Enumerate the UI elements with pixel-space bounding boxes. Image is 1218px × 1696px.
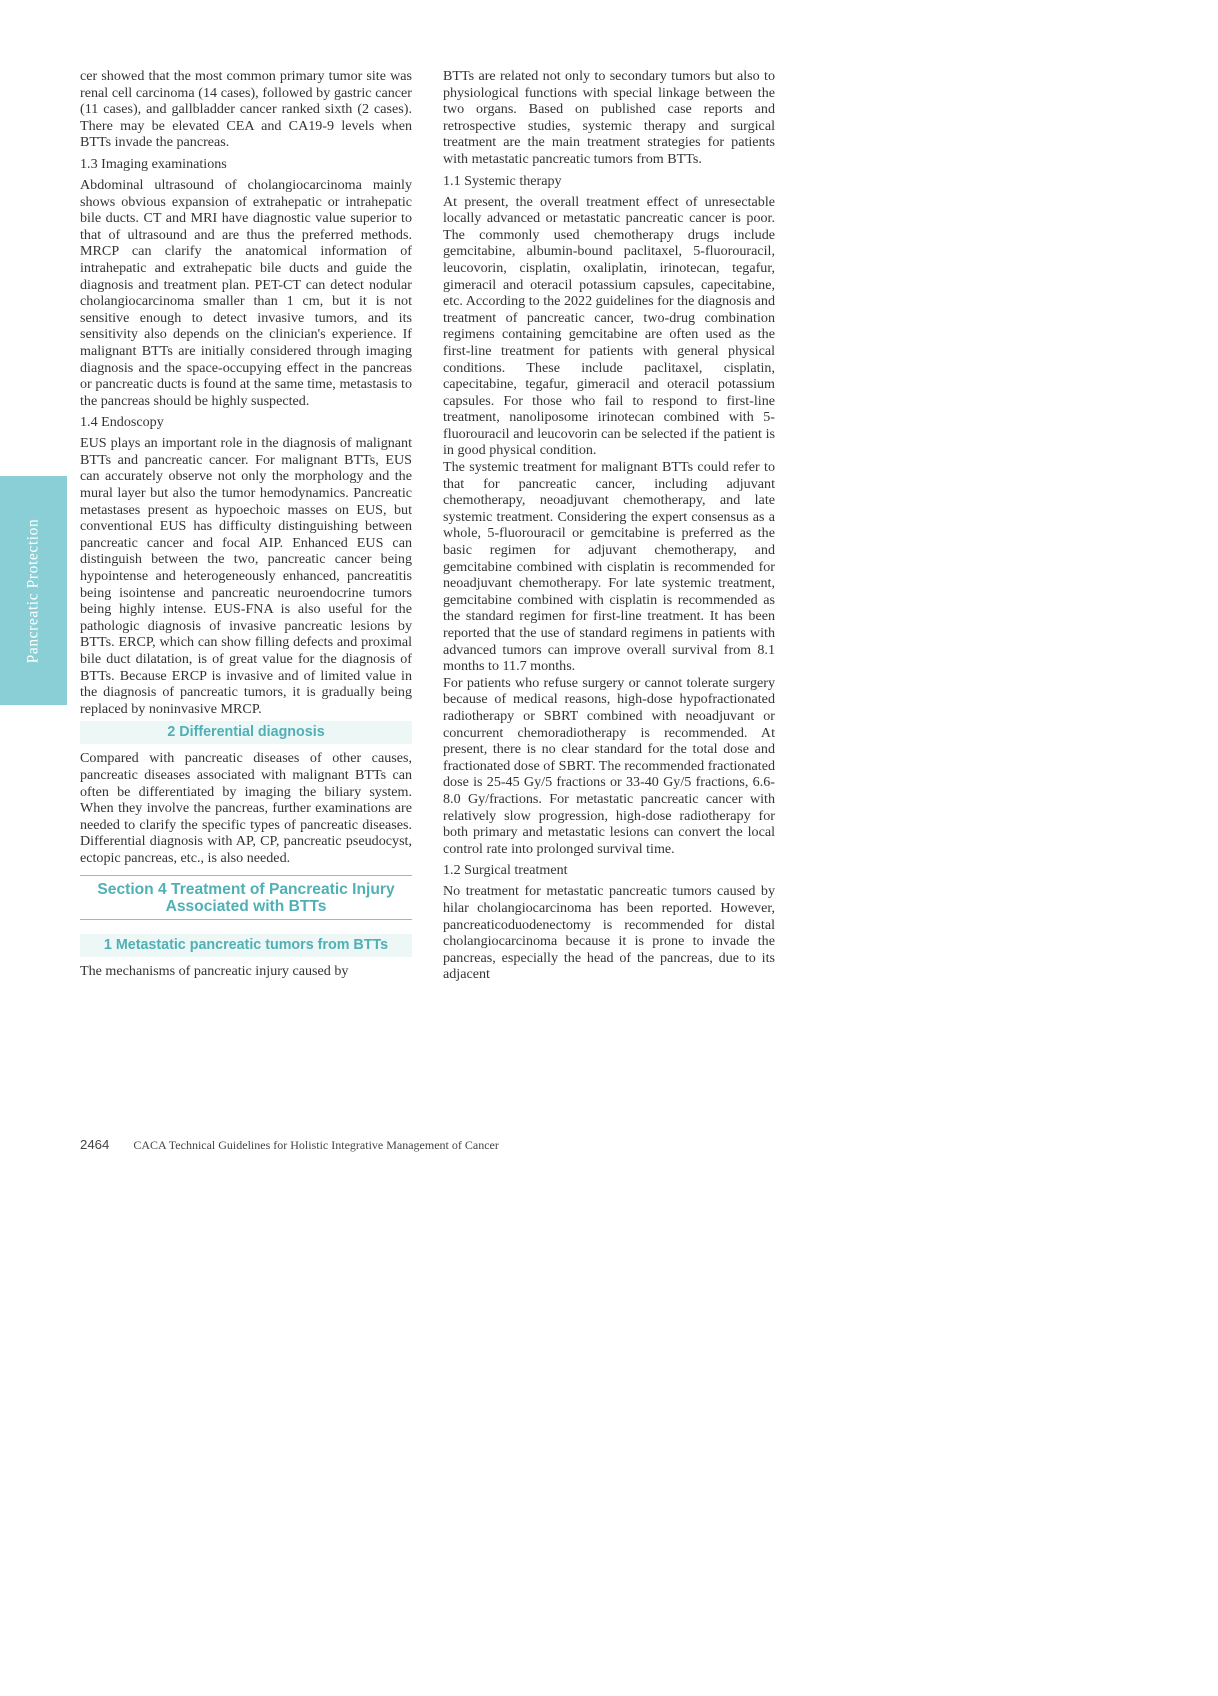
side-tab [0,476,67,705]
heading-metastatic-tumors: 1 Metastatic pancreatic tumors from BTTs [80,934,412,957]
page-footer [80,1137,499,1153]
page-number: 2464 [80,1137,110,1152]
left-column [80,68,412,979]
section-4-title-line2: Associated with BTTs [165,897,327,915]
paragraph: BTTs are related not only to secondary tumors but also to physiological functions with special linkage between the two organs. Based on published case reports and retrospective studies, systemic therapy and surgical treatment are the main treatment strategies for patients with metastatic pancreatic tumors from BTTs. [443,68,775,167]
section-4-heading [80,875,412,920]
paragraph: cer showed that the most common primary tumor site was renal cell carcinoma (14 cases), followed by gastric cancer (11 cases), and gallbladder cancer ranked sixth (2 cases). There may be elevated CEA and CA19-9 levels when BTTs invade the pancreas. [80,68,412,151]
subheading-surgical-treatment: 1.2 Surgical treatment [443,862,568,879]
paragraph-systemic-3: For patients who refuse surgery or cannot tolerate surgery because of medical reasons, high-dose hypofractionated radiotherapy or SBRT combined with neoadjuvant or concurrent chemoradiotherapy is recommended. At present, there is no clear standard for the total dose and fractionated dose of SBRT. The recommended fractionated dose is 25-45 Gy/5 fractions or 33-40 Gy/5 fractions, 6.6-8.0 Gy/fractions. For metastatic pancreatic cancer with relatively slow progression, high-dose radiotherapy for both primary and metastatic lesions can convert the local control rate into prolonged survival time. [443,674,775,857]
paragraph-mechanisms: The mechanisms of pancreatic injury caused by [80,962,349,979]
paragraph-endoscopy: EUS plays an important role in the diagnosis of malignant BTTs and pancreatic cancer. For malignant BTTs, EUS can accurately observe not only the morphology and the mural layer but also the tumor hemodynamics. Pancreatic metastases present as hypoechoic masses on EUS, but conventional EUS has difficulty distinguishing between pancreatic cancer and focal AIP. Enhanced EUS can distinguish between the two, pancreatic cancer being hypointense and heterogeneously enhanced, pancreatitis being isointense and pancreatic neuroendocrine tumors being highly intense. EUS-FNA is also useful for the pathologic diagnosis of invasive pancreatic lesions by BTTs. ERCP, which can show filling defects and proximal bile duct dilatation, is of great value for the diagnosis of BTTs. Because ERCP is invasive and of limited value in the diagnosis of pancreatic tumors, it is gradually being replaced by noninvasive MRCP. [80,435,412,717]
subheading-imaging: 1.3 Imaging examinations [80,155,227,172]
paragraph-surgical: No treatment for metastatic pancreatic tumors caused by hilar cholangiocarcinoma has been reported. However, pancreaticoduodenectomy is recommended for distal cholangiocarcinoma because it is prone to invade the pancreas, especially the head of the pancreas, due to its adjacent [443,883,775,983]
heading-differential-diagnosis: 2 Differential diagnosis [80,721,412,744]
paragraph-systemic-1: At present, the overall treatment effect of unresectable locally advanced or metastatic pancreatic cancer is poor. The commonly used chemotherapy drugs include gemcitabine, albumin-bound paclitaxel, 5-fluorouracil, leucovorin, cisplatin, oxaliplatin, irinotecan, tegafur, gimeracil and oteracil potassium capsules, capecitabine, etc. According to the 2022 guidelines for the diagnosis and treatment of pancreatic cancer, two-drug combination regimens containing gemcitabine are often used as the first-line treatment for patients with general physical conditions. These include paclitaxel, cisplatin, capecitabine, tegafur, gimeracil and oteracil potassium capsules. For those who fail to respond to first-line treatment, nanoliposome irinotecan combined with 5-fluorouracil and leucovorin can be selected if the patient is in good physical condition. [443,193,775,459]
side-tab-label: Pancreatic Protection [24,518,42,663]
paragraph-systemic-2: The systemic treatment for malignant BTTs could refer to that for pancreatic cancer, including adjuvant chemotherapy, neoadjuvant chemotherapy, and late systemic treatment. Considering the expert consensus as a whole, 5-fluorouracil or gemcitabine is preferred as the basic regimen for adjuvant chemotherapy, and gemcitabine combined with cisplatin is recommended for neoadjuvant chemotherapy. For late systemic treatment, gemcitabine combined with cisplatin is recommended as the standard regimen for first-line treatment. It has been reported that the use of standard regimens in patients with advanced tumors can improve overall survival from 8.1 months to 11.7 months. [443,459,775,675]
subheading-endoscopy: 1.4 Endoscopy [80,414,164,431]
right-column [443,68,775,983]
paragraph-imaging: Abdominal ultrasound of cholangiocarcinoma mainly shows obvious expansion of extrahepatic or intrahepatic bile ducts. CT and MRI have diagnostic value superior to that of ultrasound and are thus the preferred methods. MRCP can clarify the anatomical information of intrahepatic and extrahepatic bile ducts and guide the diagnosis and treatment plan. PET-CT can detect nodular cholangiocarcinoma smaller than 1 cm, but it is not sensitive enough to detect invasive tumors, and its sensitivity also depends on the clinician's experience. If malignant BTTs are initially considered through imaging diagnosis and the space-occupying effect in the pancreas or pancreatic ducts is found at the same time, metastasis to the pancreas should be highly suspected. [80,176,412,409]
running-title: CACA Technical Guidelines for Holistic Integrative Management of Cancer [133,1138,499,1152]
paragraph-differential: Compared with pancreatic diseases of other causes, pancreatic diseases associated with malignant BTTs can often be differentiated by imaging the biliary system. When they involve the pancreas, further examinations are needed to clarify the specific types of pancreatic diseases. Differential diagnosis with AP, CP, pancreatic pseudocyst, ectopic pancreas, etc., is also needed. [80,750,412,866]
subheading-systemic-therapy: 1.1 Systemic therapy [443,172,562,189]
section-4-title-line1: Section 4 Treatment of Pancreatic Injury [97,880,395,898]
